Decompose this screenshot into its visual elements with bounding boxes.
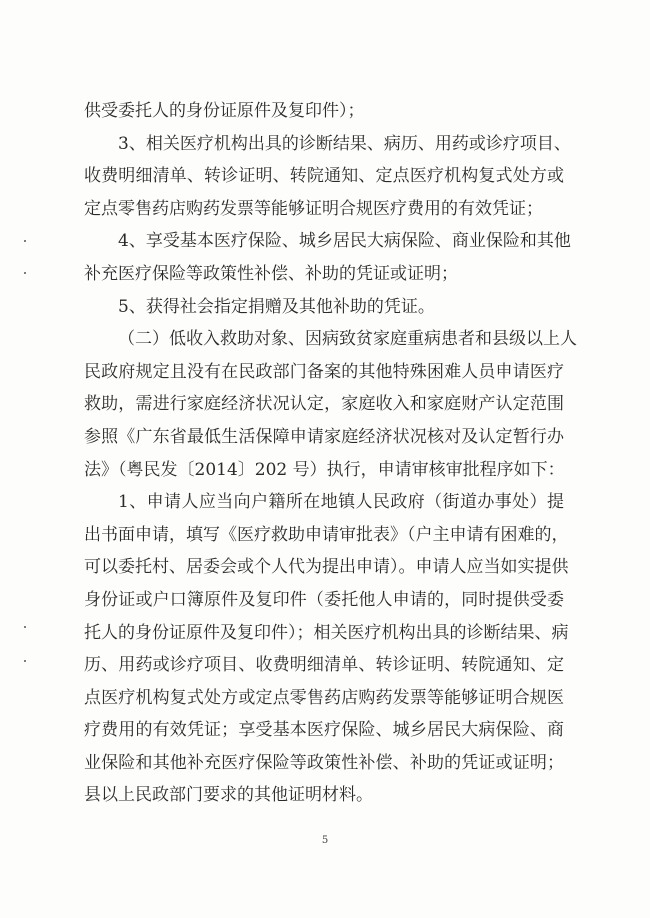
text-line: 4、享受基本医疗保险、城乡居民大病保险、商业保险和其他 [118,231,571,252]
text-line: 补充医疗保险等政策性补偿、补助的凭证或证明； [84,263,458,284]
text-line: 历、用药或诊疗项目、收费明细清单、转诊证明、转院通知、定 [84,655,564,676]
text-line: 法》（粤民发〔2014〕202 号）执行，申请审核审批程序如下： [84,459,565,480]
text-line: 收费明细清单、转诊证明、转院通知、定点医疗机构复式处方或 [84,166,564,187]
text-line: 托人的身份证原件及复印件）；相关医疗机构出具的诊断结果、病 [84,622,569,643]
page-number: 5 [321,835,329,846]
text-line: 疗费用的有效凭证；享受基本医疗保险、城乡居民大病保险、商 [84,720,564,741]
text-line: 5、获得社会指定捐赠及其他补助的凭证。 [118,296,435,317]
text-line: 参照《广东省最低生活保障申请家庭经济状况核对及认定暂行办 [84,426,564,447]
scan-speck [24,626,26,628]
text-line: 可以委托村、居委会或个人代为提出申请）。申请人应当如实提供 [84,557,569,578]
scan-speck [24,660,26,662]
text-line: 救助，需进行家庭经济状况认定，家庭收入和家庭财产认定范围 [84,394,564,415]
text-line: 定点零售药店购药发票等能够证明合规医疗费用的有效凭证； [84,198,543,219]
text-line: 1、申请人应当向户籍所在地镇人民政府（街道办事处）提 [118,492,564,513]
scan-speck [24,272,26,274]
text-line: 3、相关医疗机构出具的诊断结果、病历、用药或诊疗项目、 [118,133,571,154]
text-line: 业保险和其他补充医疗保险等政策性补偿、补助的凭证或证明； [84,752,564,773]
text-line: 身份证或户口簿原件及复印件（委托他人申请的，同时提供受委 [84,589,564,610]
text-line: 出书面申请，填写《医疗救助申请审批表》（户主申请有困难的， [84,524,569,545]
document-body [84,95,577,812]
scan-speck [24,240,26,242]
text-line: （二）低收入救助对象、因病致贫家庭重病患者和县级以上人 [118,329,577,350]
text-line: 民政府规定且没有在民政部门备案的其他特殊困难人员申请医疗 [84,361,564,382]
text-line: 点医疗机构复式处方或定点零售药店购药发票等能够证明合规医 [84,687,564,708]
text-line: 县以上民政部门要求的其他证明材料。 [84,785,373,806]
text-line: 供受委托人的身份证原件及复印件）； [84,101,365,121]
